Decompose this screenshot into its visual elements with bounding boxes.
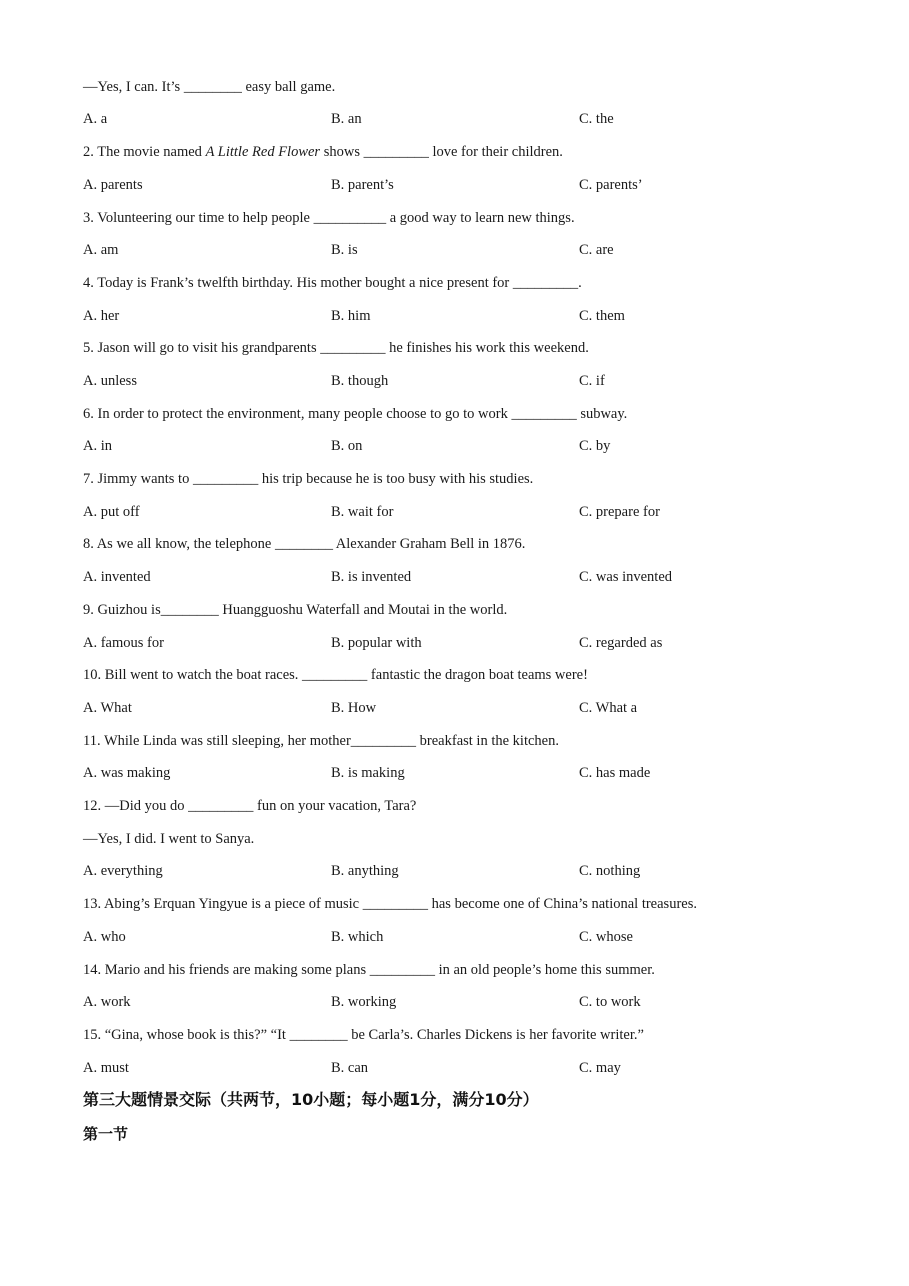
option-c: C. nothing bbox=[579, 863, 641, 879]
question-6: 6. In order to protect the environment, many people choose to go to work _________ subway. bbox=[83, 406, 628, 422]
question-1-answer: —Yes, I can. It’s ________ easy ball game. bbox=[83, 79, 336, 95]
question-11: 11. While Linda was still sleeping, her mother_________ breakfast in the kitchen. bbox=[83, 733, 559, 749]
option-a: A. am bbox=[83, 242, 119, 258]
option-a: A. parents bbox=[83, 177, 143, 193]
option-c: C. may bbox=[579, 1060, 621, 1076]
option-a: A. was making bbox=[83, 765, 171, 781]
option-c: C. whose bbox=[579, 929, 633, 945]
option-b: B. anything bbox=[331, 863, 399, 879]
option-b: B. him bbox=[331, 308, 371, 324]
option-a: A. famous for bbox=[83, 635, 164, 651]
option-c: C. the bbox=[579, 111, 614, 127]
option-a: A. a bbox=[83, 111, 108, 127]
option-b: B. is bbox=[331, 242, 358, 258]
option-b: B. on bbox=[331, 438, 363, 454]
option-a: A. put off bbox=[83, 504, 140, 520]
option-c: C. has made bbox=[579, 765, 651, 781]
option-b: B. How bbox=[331, 700, 377, 716]
option-c: C. to work bbox=[579, 994, 641, 1010]
option-a: A. in bbox=[83, 438, 112, 454]
question-3: 3. Volunteering our time to help people __________ a good way to learn new things. bbox=[83, 210, 575, 226]
option-b: B. is invented bbox=[331, 569, 412, 585]
option-b: B. is making bbox=[331, 765, 405, 781]
question-2-suffix: shows _________ love for their children. bbox=[320, 144, 563, 160]
option-a: A. invented bbox=[83, 569, 151, 585]
option-c: C. was invented bbox=[579, 569, 673, 585]
question-2 bbox=[83, 143, 563, 161]
question-4: 4. Today is Frank’s twelfth birthday. His mother bought a nice present for _________. bbox=[83, 275, 582, 291]
option-c: C. What a bbox=[579, 700, 638, 716]
option-c: C. parents’ bbox=[579, 177, 643, 193]
question-14: 14. Mario and his friends are making some plans _________ in an old people’s home this summer. bbox=[83, 962, 655, 978]
option-b: B. popular with bbox=[331, 635, 422, 651]
option-c: C. them bbox=[579, 308, 625, 324]
option-c: C. by bbox=[579, 438, 611, 454]
option-b: B. wait for bbox=[331, 504, 394, 520]
question-15: 15. “Gina, whose book is this?” “It ________ be Carla’s. Charles Dickens is her favorite writer.” bbox=[83, 1027, 644, 1043]
option-a: A. everything bbox=[83, 863, 163, 879]
section-subheading: 第一节 bbox=[83, 1125, 129, 1143]
question-12: 12. —Did you do _________ fun on your vacation, Tara? bbox=[83, 798, 417, 814]
question-8: 8. As we all know, the telephone ________ Alexander Graham Bell in 1876. bbox=[83, 536, 526, 552]
option-b: B. can bbox=[331, 1060, 369, 1076]
option-a: A. work bbox=[83, 994, 131, 1010]
option-b: B. though bbox=[331, 373, 389, 389]
option-c: C. if bbox=[579, 373, 605, 389]
option-b: B. working bbox=[331, 994, 397, 1010]
question-12-answer: —Yes, I did. I went to Sanya. bbox=[83, 831, 255, 847]
option-a: A. who bbox=[83, 929, 126, 945]
question-9: 9. Guizhou is________ Huangguoshu Waterfall and Moutai in the world. bbox=[83, 602, 508, 618]
option-a: A. What bbox=[83, 700, 132, 716]
option-b: B. which bbox=[331, 929, 384, 945]
question-2-prefix: 2. The movie named bbox=[83, 144, 206, 160]
option-b: B. parent’s bbox=[331, 177, 394, 193]
option-c: C. are bbox=[579, 242, 614, 258]
section-heading: 第三大题情景交际（共两节，10小题；每小题1分，满分10分） bbox=[83, 1090, 539, 1109]
option-a: A. unless bbox=[83, 373, 137, 389]
option-a: A. must bbox=[83, 1060, 129, 1076]
question-13: 13. Abing’s Erquan Yingyue is a piece of music _________ has become one of China’s national treasures. bbox=[83, 896, 697, 912]
option-c: C. prepare for bbox=[579, 504, 660, 520]
option-c: C. regarded as bbox=[579, 635, 663, 651]
question-7: 7. Jimmy wants to _________ his trip because he is too busy with his studies. bbox=[83, 471, 534, 487]
option-a: A. her bbox=[83, 308, 120, 324]
question-10: 10. Bill went to watch the boat races. _________ fantastic the dragon boat teams were! bbox=[83, 667, 588, 683]
movie-title: A Little Red Flower bbox=[205, 144, 321, 160]
option-b: B. an bbox=[331, 111, 362, 127]
question-5: 5. Jason will go to visit his grandparents _________ he finishes his work this weekend. bbox=[83, 340, 589, 356]
